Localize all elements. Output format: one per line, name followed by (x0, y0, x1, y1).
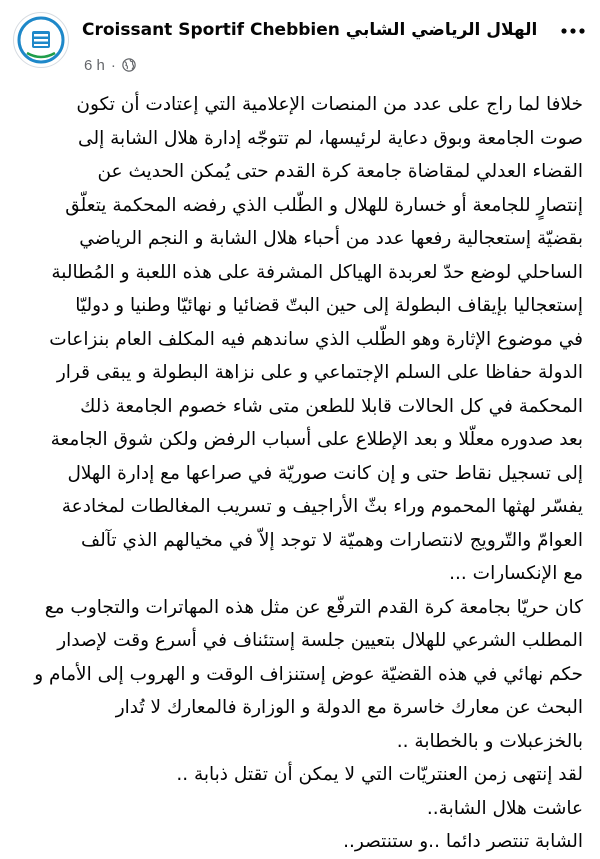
more-horizontal-icon (561, 27, 585, 35)
post-line: في موضوع الإثارة وهو الطّلب الذي ساندهم فيه المكلف العام بنزاعات (49, 328, 583, 350)
post-line: إنتصارٍ للجامعة أو خسارة للهلال و الطّلب الذي رفضه المحكمة يتعلّق (65, 194, 583, 216)
post-timestamp[interactable]: 6 h (84, 56, 105, 74)
post-line: خلافا لما راج على عدد من المنصات الإعلامية التي إعتادت أن تكون (76, 94, 583, 115)
post-line: عاشت هلال الشابة.. (426, 797, 583, 819)
post-line: المطلب الشرعي للهلال بتعيين جلسة إستئناف في أسرع وقت لإصدار (57, 630, 583, 651)
post-line: العوامّ والتّرويج لانتصارات وهميّة لا توجد إلاّ في مخيالهم الذي تآلف (81, 529, 583, 551)
post-line: المحكمة في كل الحالات قابلا للطعن متى شاء خصوم الجامعة ذلك (80, 395, 583, 417)
post-line: الساحلي لوضع حدّ لعربدة الهياكل المشرفة على هذه اللعبة و المُطالبة (51, 261, 583, 283)
page-name-link[interactable]: Croissant Sportif Chebbien الهلال الرياضي الشابي (82, 20, 538, 40)
post-line: حكم نهائي في هذه القضيّة عوض إستنزاف الوقت و الهروب إلى الأمام و (34, 663, 583, 685)
more-options-button[interactable] (556, 16, 590, 46)
globe-icon[interactable] (122, 58, 136, 72)
post-line: كان حريّا بجامعة كرة القدم الترفّع عن مثل هذه المهاترات والتجاوب مع (44, 596, 583, 618)
post-line: بالخزعبلات و بالخطابة .. (396, 730, 583, 752)
meta-separator: · (110, 56, 116, 74)
post-line: صوت الجامعة وبوق دعاية لرئيسها، لم تتوجّه إدارة هلال الشابة إلى (78, 127, 583, 149)
post-text (16, 88, 583, 859)
post-line: بقضيّة إستعجالية رفعها عدد من أحباء هلال الشابة و النجم الرياضي (79, 228, 583, 249)
club-logo-icon[interactable] (13, 12, 69, 68)
post-line: لقد إنتهى زمن العنتريّات التي لا يمكن أن تقتل ذبابة .. (176, 764, 583, 785)
post-header (0, 0, 600, 86)
post-line: الدولة حفاظا على السلم الإجتماعي و على نزاهة البطولة و يبقى قرار (56, 362, 583, 383)
post-line: بعد صدوره معلّلا و بعد الإطلاع على أسباب الرفض ولكن شوق الجامعة (50, 429, 583, 450)
post-line: البحث عن معارك خاسرة مع الدولة و الوزارة فالمعارك لا تُدار (115, 697, 583, 718)
post-line: مع الإنكسارات ... (449, 563, 583, 584)
post-line: يفسّر لهثها المحموم وراء بثّ الأراجيف و تسريب المغالطات لمخادعة (61, 496, 583, 517)
post-line: إستعجاليا بإيقاف البطولة إلى حين البتّ قضائيا و نهائيّا وطنيا و دوليّا (75, 295, 583, 316)
post-line: القضاء العدلي لمقاضاة جامعة كرة القدم حتى يُمكن الحديث عن (97, 161, 583, 182)
post-meta (84, 54, 136, 76)
post-line: الشابة تنتصر دائما ..و ستنتصر.. (343, 831, 583, 852)
post-line: إلى تسجيل نقاط حتى و إن كانت صوريّة في صراعها مع إدارة الهلال (67, 462, 583, 484)
